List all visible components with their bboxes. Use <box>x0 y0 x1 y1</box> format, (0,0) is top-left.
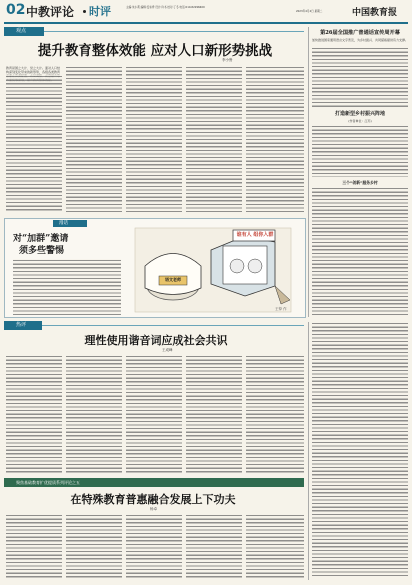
top-article-col-3 <box>126 66 182 213</box>
cartoon-caption-line1: 对“加群”邀请 <box>13 234 69 244</box>
date-line: 2023年4月4日 星期二 <box>296 10 323 13</box>
right-column-text-2 <box>312 125 408 177</box>
right-column-text-4 <box>312 322 408 578</box>
cartoon-artist: 王铎 作 <box>275 307 287 311</box>
right-column-divider-lower <box>308 322 309 580</box>
top-article-author: 李小鲁 <box>222 58 233 62</box>
bottom-article-col-4 <box>186 514 242 580</box>
top-article-col-2 <box>66 66 122 213</box>
header-rule <box>4 22 408 24</box>
top-tag-rule <box>44 31 304 32</box>
mid-article-col-1 <box>6 355 62 475</box>
cartoon-tag: 漫话 <box>59 221 68 226</box>
section-name: 中教评论 <box>26 5 75 19</box>
bottom-article-title: 在特殊教育普惠融合发展上下功夫 <box>70 493 236 506</box>
cartoon-tag-bar <box>53 220 87 227</box>
right-column-author: (作者单位：江苏) <box>348 119 372 123</box>
cartoon-text <box>13 259 121 315</box>
masthead: 中国教育报 <box>352 8 398 18</box>
top-article-lead: 教育是国之大计、党之大计。面对人口结构深刻变化带来的新形势，各级各类教育 <box>6 66 61 74</box>
bottom-article-author: 杨卓 <box>150 507 157 511</box>
top-article-col-1 <box>6 75 62 213</box>
page-number: 02 <box>6 2 26 18</box>
bottom-article-col-2 <box>66 514 122 580</box>
bottom-tag: 聚焦基础教育扩优提质系列评论之五 <box>16 480 80 485</box>
page-header <box>0 0 412 24</box>
mid-section-bar <box>4 321 42 330</box>
cartoon-illustration <box>125 226 301 314</box>
right-column-text-1 <box>312 47 408 107</box>
subsection-name: 时评 <box>89 5 111 18</box>
cartoon-bag-text: 语文老师 <box>165 277 181 282</box>
bottom-section-bar <box>4 478 304 487</box>
right-column-subtitle: 打造新型乡村振兴阵地 <box>334 111 385 117</box>
mid-article-col-4 <box>186 355 242 475</box>
right-column-text-3 <box>312 187 408 315</box>
bottom-article-col-5 <box>246 514 304 580</box>
dot-separator-icon <box>83 10 86 13</box>
cartoon-caption-line2: 须多些警惕 <box>19 246 65 256</box>
top-article-col-5 <box>246 66 304 213</box>
top-tag: 观点 <box>16 28 27 34</box>
cartoon-sign-text: 谁有人 组你入群 <box>236 232 274 238</box>
mid-article-col-2 <box>66 355 122 475</box>
cartoon-box <box>4 218 306 318</box>
mid-article-col-5 <box>246 355 304 475</box>
right-column-title: 第26届全国推广普通话宣传周开幕 <box>320 30 400 36</box>
right-column-excerpt: 加快推进国家通用语言文字普及，为乡村振兴、共同富裕提供有力支撑。 <box>312 38 409 42</box>
bottom-article-col-1 <box>6 514 62 580</box>
editor-line: 主编:朱小莉 编辑:安东秀 设计:许书 校对:丁冬 电话:010-82296609 <box>126 6 205 9</box>
bottom-article-col-3 <box>126 514 182 580</box>
mid-article-author: 王成峰 <box>162 348 173 352</box>
top-article-title: 提升教育整体效能 应对人口新形势挑战 <box>37 43 273 59</box>
mid-tag-rule <box>42 325 304 326</box>
top-section-bar <box>4 27 44 36</box>
mid-article-col-3 <box>126 355 182 475</box>
right-column-subhead: 三个“创新”服务乡村 <box>342 180 378 185</box>
top-article-col-4 <box>186 66 242 213</box>
right-column-divider <box>308 27 309 317</box>
mid-tag: 热评 <box>16 322 27 328</box>
mid-article-title: 理性使用谐音词应成社会共识 <box>84 334 228 347</box>
